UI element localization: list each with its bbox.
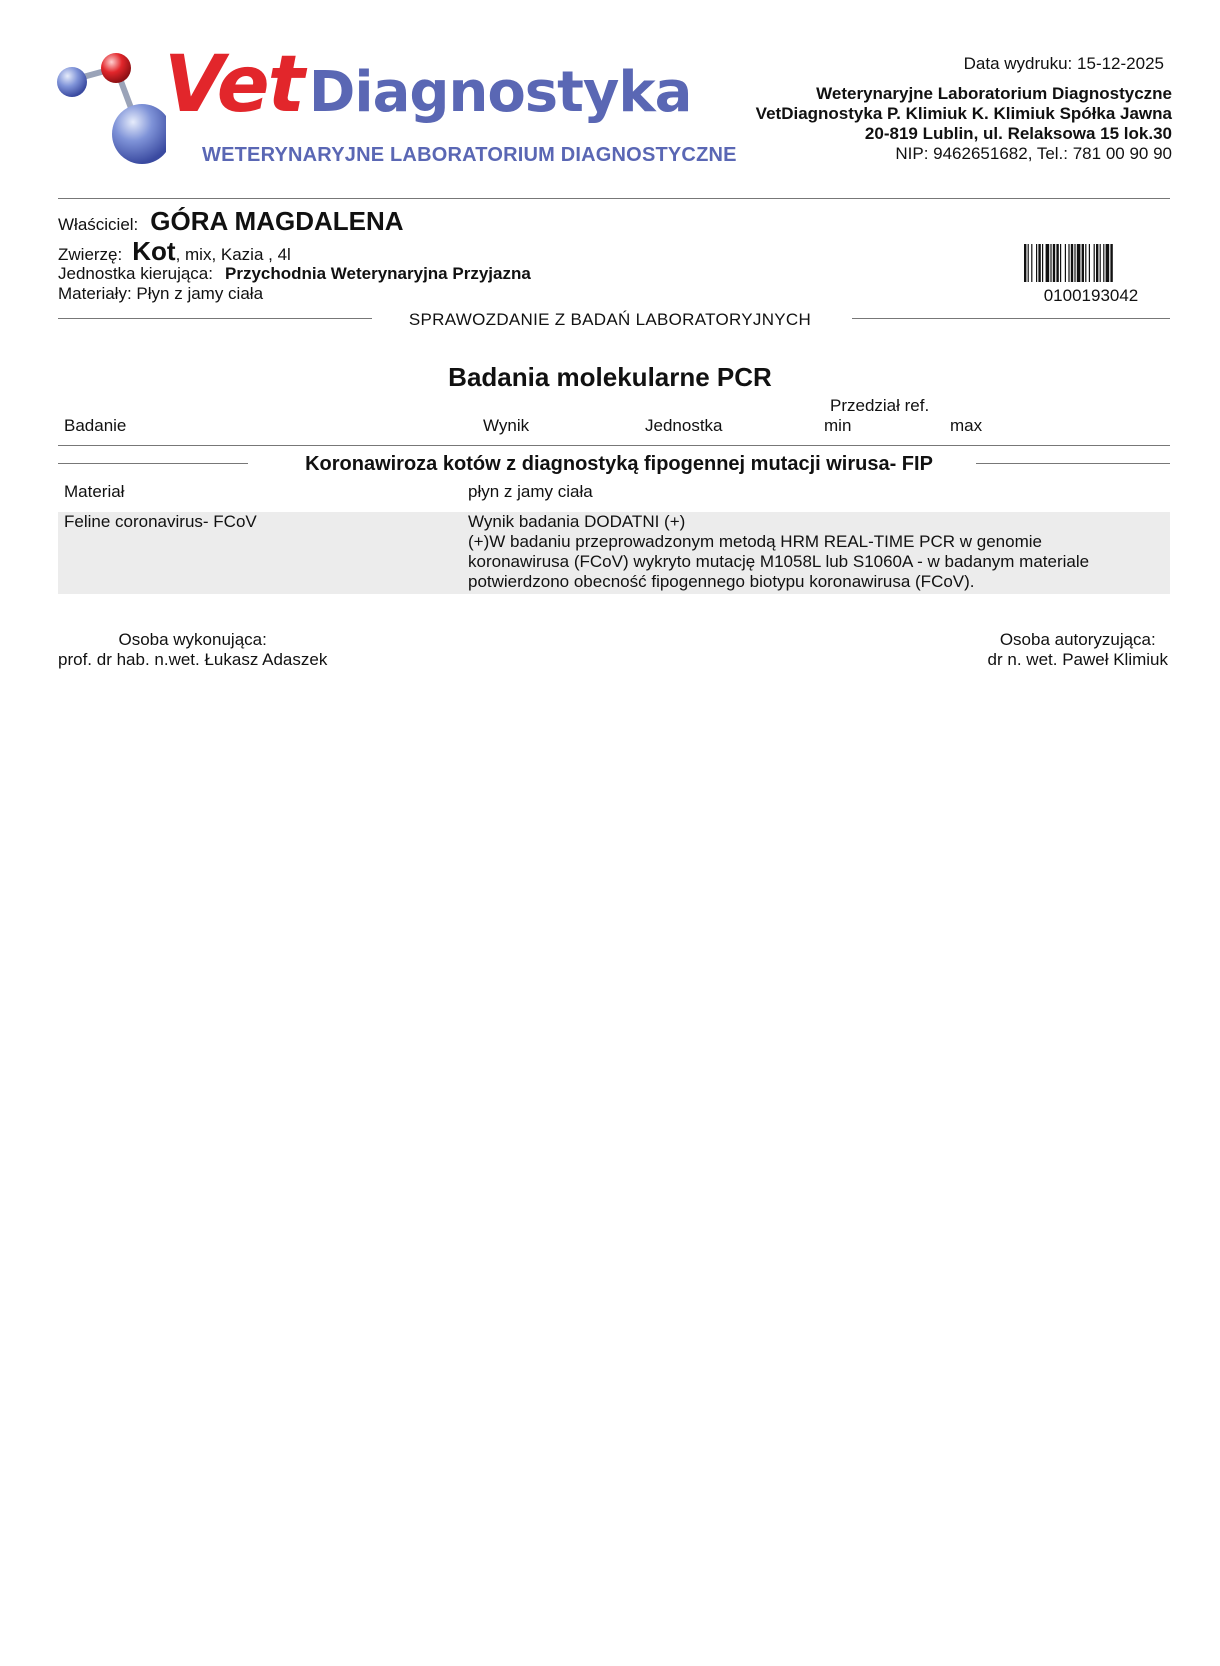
- performer-signature: [58, 630, 327, 670]
- authorizer-label: Osoba autoryzująca:: [999, 630, 1156, 649]
- header-divider: [58, 198, 1170, 199]
- performer-name: prof. dr hab. n.wet. Łukasz Adaszek: [58, 650, 328, 669]
- section-title: Badania molekularne PCR: [448, 362, 772, 392]
- barcode-graphic: [1024, 244, 1160, 282]
- lab-contact: NIP: 9462651682, Tel.: 781 00 90 90: [895, 144, 1172, 163]
- authorizer-name: dr n. wet. Paweł Klimiuk: [987, 650, 1168, 669]
- fcov-result-line-3: koronawirusa (FCoV) wykryto mutację M1058L lub S1060A - w badanym materiale: [468, 552, 1090, 571]
- test-group-title: Koronawiroza kotów z diagnostyką fipogennej mutacji wirusa- FIP: [305, 453, 933, 475]
- animal-details: , mix, Kazia , 4l: [175, 245, 291, 264]
- column-header-min: min: [824, 416, 852, 435]
- materials-value: Płyn z jamy ciała: [136, 284, 264, 303]
- lab-address-block: [756, 84, 1172, 164]
- print-date: [964, 54, 1164, 74]
- vetdiagnostyka-logo: [56, 40, 737, 176]
- brand-name-vet: Vet: [164, 40, 303, 130]
- column-header-divider: [58, 445, 1170, 446]
- column-header-ref-range: Przedział ref.: [830, 396, 930, 415]
- fcov-result-line-4: potwierdzono obecność fipogennego biotypu koronawirusa (FCoV).: [468, 572, 975, 591]
- column-header-result: Wynik: [483, 416, 530, 435]
- referring-unit-row: [58, 264, 531, 284]
- report-title-line-right: [852, 318, 1170, 319]
- column-header-test: Badanie: [64, 416, 127, 435]
- brand-name: [164, 40, 692, 130]
- owner-row: [58, 206, 404, 237]
- performer-label: Osoba wykonująca:: [118, 630, 267, 649]
- brand-name-diagnostyka: Diagnostyka: [308, 60, 692, 125]
- table-row-test-material: Materiał: [64, 482, 125, 501]
- fcov-result-line-1: Wynik badania DODATNI (+): [468, 512, 686, 531]
- referring-unit-name: Przychodnia Weterynaryjna Przyjazna: [224, 264, 531, 283]
- brand-subtitle: WETERYNARYJNE LABORATORIUM DIAGNOSTYCZNE: [202, 144, 737, 166]
- column-header-unit: Jednostka: [645, 416, 723, 435]
- authorizer-signature: [988, 630, 1168, 670]
- animal-species: Kot: [132, 236, 176, 266]
- fcov-result-line-2: (+)W badaniu przeprowadzonym metodą HRM REAL-TIME PCR w genomie: [468, 532, 1042, 551]
- group-title-line-right: [976, 463, 1170, 464]
- table-row-result-fcov: [468, 512, 1168, 592]
- print-date-value: 15-12-2025: [1077, 54, 1164, 73]
- table-row-test-fcov: Feline coronavirus- FCoV: [64, 512, 257, 531]
- materials-row: [58, 284, 263, 304]
- lab-name: Weterynaryjne Laboratorium Diagnostyczne: [816, 84, 1172, 103]
- lab-address: 20-819 Lublin, ul. Relaksowa 15 lok.30: [864, 124, 1172, 143]
- lab-company: VetDiagnostyka P. Klimiuk K. Klimiuk Spółka Jawna: [755, 104, 1172, 123]
- animal-row: [58, 236, 291, 267]
- molecule-logo-icon: [56, 50, 166, 170]
- owner-name: GÓRA MAGDALENA: [150, 206, 404, 236]
- barcode-number: 0100193042: [1043, 286, 1139, 305]
- group-title-line-left: [58, 463, 248, 464]
- referring-unit-label: Jednostka kierująca:: [58, 264, 213, 283]
- materials-label: Materiały:: [58, 284, 132, 303]
- column-header-max: max: [950, 416, 983, 435]
- table-row-result-material: płyn z jamy ciała: [468, 482, 593, 501]
- print-date-label: Data wydruku:: [963, 54, 1073, 73]
- report-title-line-left: [58, 318, 372, 319]
- owner-label: Właściciel:: [58, 215, 139, 234]
- report-title: SPRAWOZDANIE Z BADAŃ LABORATORYJNYCH: [408, 310, 812, 329]
- animal-label: Zwierzę:: [58, 245, 123, 264]
